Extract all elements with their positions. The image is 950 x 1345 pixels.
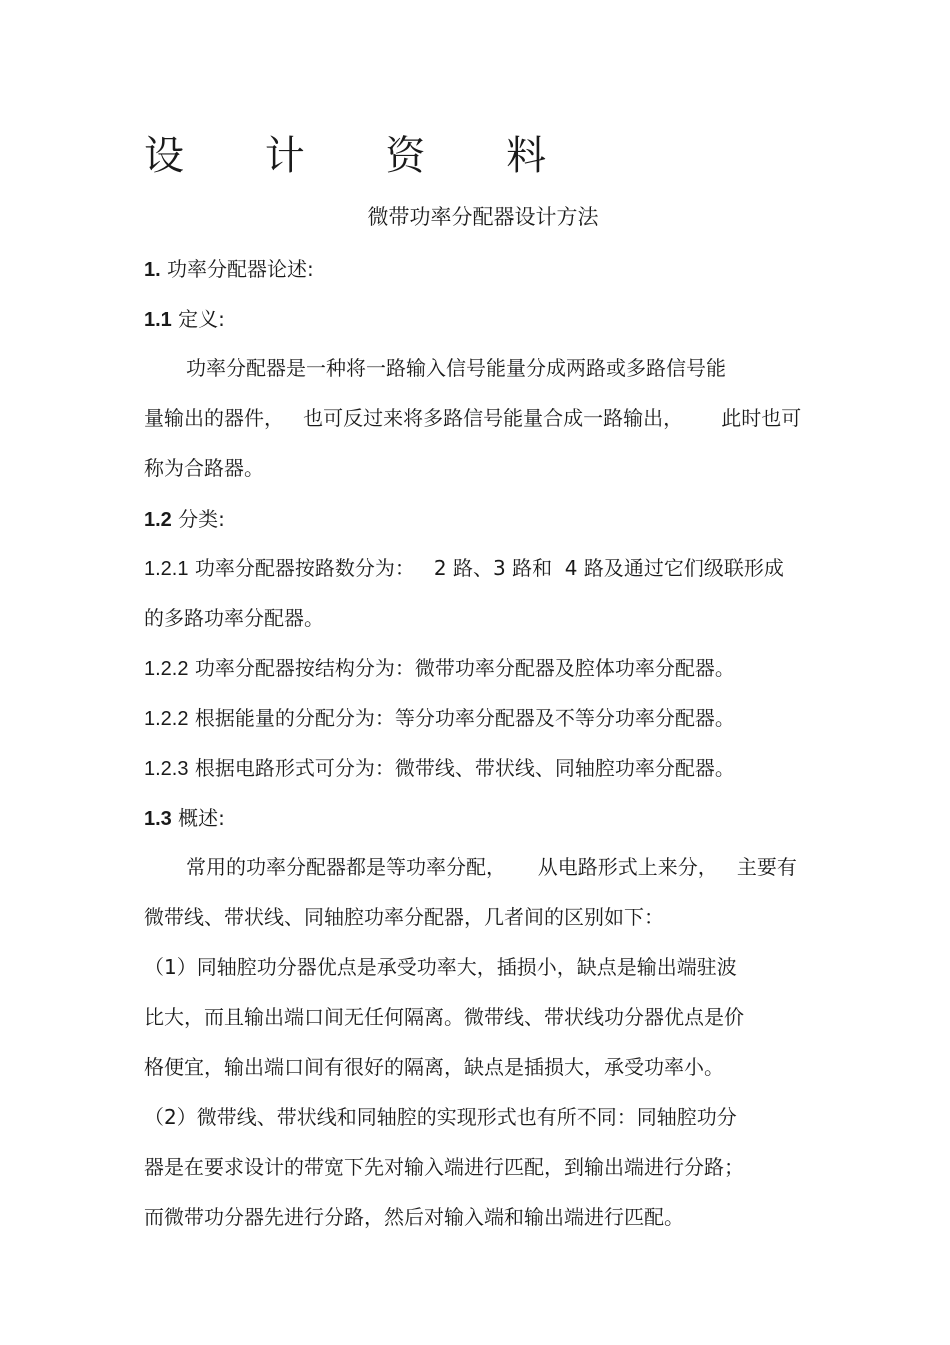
section-number: 1.2: [144, 509, 172, 531]
section-number: 1.3: [144, 808, 172, 830]
paragraph-line: 量输出的器件， 也可反过来将多路信号能量合成一路输出， 此时也可: [144, 406, 802, 430]
item-text: 功率分配器按路数分为： 2 路、3 路和 4 路及通过它们级联形成: [188, 556, 784, 580]
paragraph-line: 功率分配器是一种将一路输入信号能量分成两路或多路信号能: [186, 356, 726, 380]
item-text: 根据电路形式可分为：微带线、带状线、同轴腔功率分配器。: [188, 756, 735, 780]
section-heading-text: 功率分配器论述:: [160, 257, 314, 281]
paragraph-line: 而微带功分器先进行分路，然后对输入端和输出端进行匹配。: [144, 1205, 684, 1229]
section-heading-1-3: [144, 804, 225, 832]
item-text: 功率分配器按结构分为：微带功率分配器及腔体功率分配器。: [188, 656, 735, 680]
item-text: 根据能量的分配分为：等分功率分配器及不等分功率分配器。: [188, 706, 735, 730]
document-subtitle: 微带功率分配器设计方法: [367, 205, 599, 229]
list-item-1-2-2: [144, 654, 735, 682]
paragraph-line: 的多路功率分配器。: [144, 606, 324, 630]
item-number: 1.2.3: [144, 758, 189, 780]
list-item-1-2-2-b: [144, 704, 735, 732]
section-heading-1: [144, 255, 314, 283]
item-number: 1.2.1: [144, 558, 189, 580]
section-heading-text: 分类:: [171, 507, 225, 531]
paragraph-line: 微带线、带状线、同轴腔功率分配器，几者间的区别如下：: [144, 905, 664, 929]
paragraph-line: 器是在要求设计的带宽下先对输入端进行匹配，到输出端进行分路；: [144, 1155, 744, 1179]
section-heading-1-2: [144, 505, 225, 533]
paragraph-line: 格便宜，输出端口间有很好的隔离，缺点是插损大，承受功率小。: [144, 1055, 724, 1079]
section-number: 1.1: [144, 309, 172, 331]
paragraph-line: 常用的功率分配器都是等功率分配， 从电路形式上来分， 主要有: [186, 855, 797, 879]
item-number: 1.2.2: [144, 708, 189, 730]
paragraph-line: （2）微带线、带状线和同轴腔的实现形式也有所不同：同轴腔功分: [144, 1105, 737, 1129]
section-number: 1.: [144, 259, 161, 281]
paragraph-line: 称为合路器。: [144, 456, 264, 480]
section-heading-1-1: [144, 305, 225, 333]
item-number: 1.2.2: [144, 658, 189, 680]
list-item-1-2-3: [144, 754, 735, 782]
list-item-1-2-1: [144, 554, 784, 582]
paragraph-line: 比大，而且输出端口间无任何隔离。微带线、带状线功分器优点是价: [144, 1005, 744, 1029]
section-heading-text: 概述:: [171, 806, 225, 830]
paragraph-line: （1）同轴腔功分器优点是承受功率大，插损小，缺点是输出端驻波: [144, 955, 737, 979]
document-title: 设 计 资 料: [144, 133, 581, 179]
section-heading-text: 定义:: [171, 307, 225, 331]
